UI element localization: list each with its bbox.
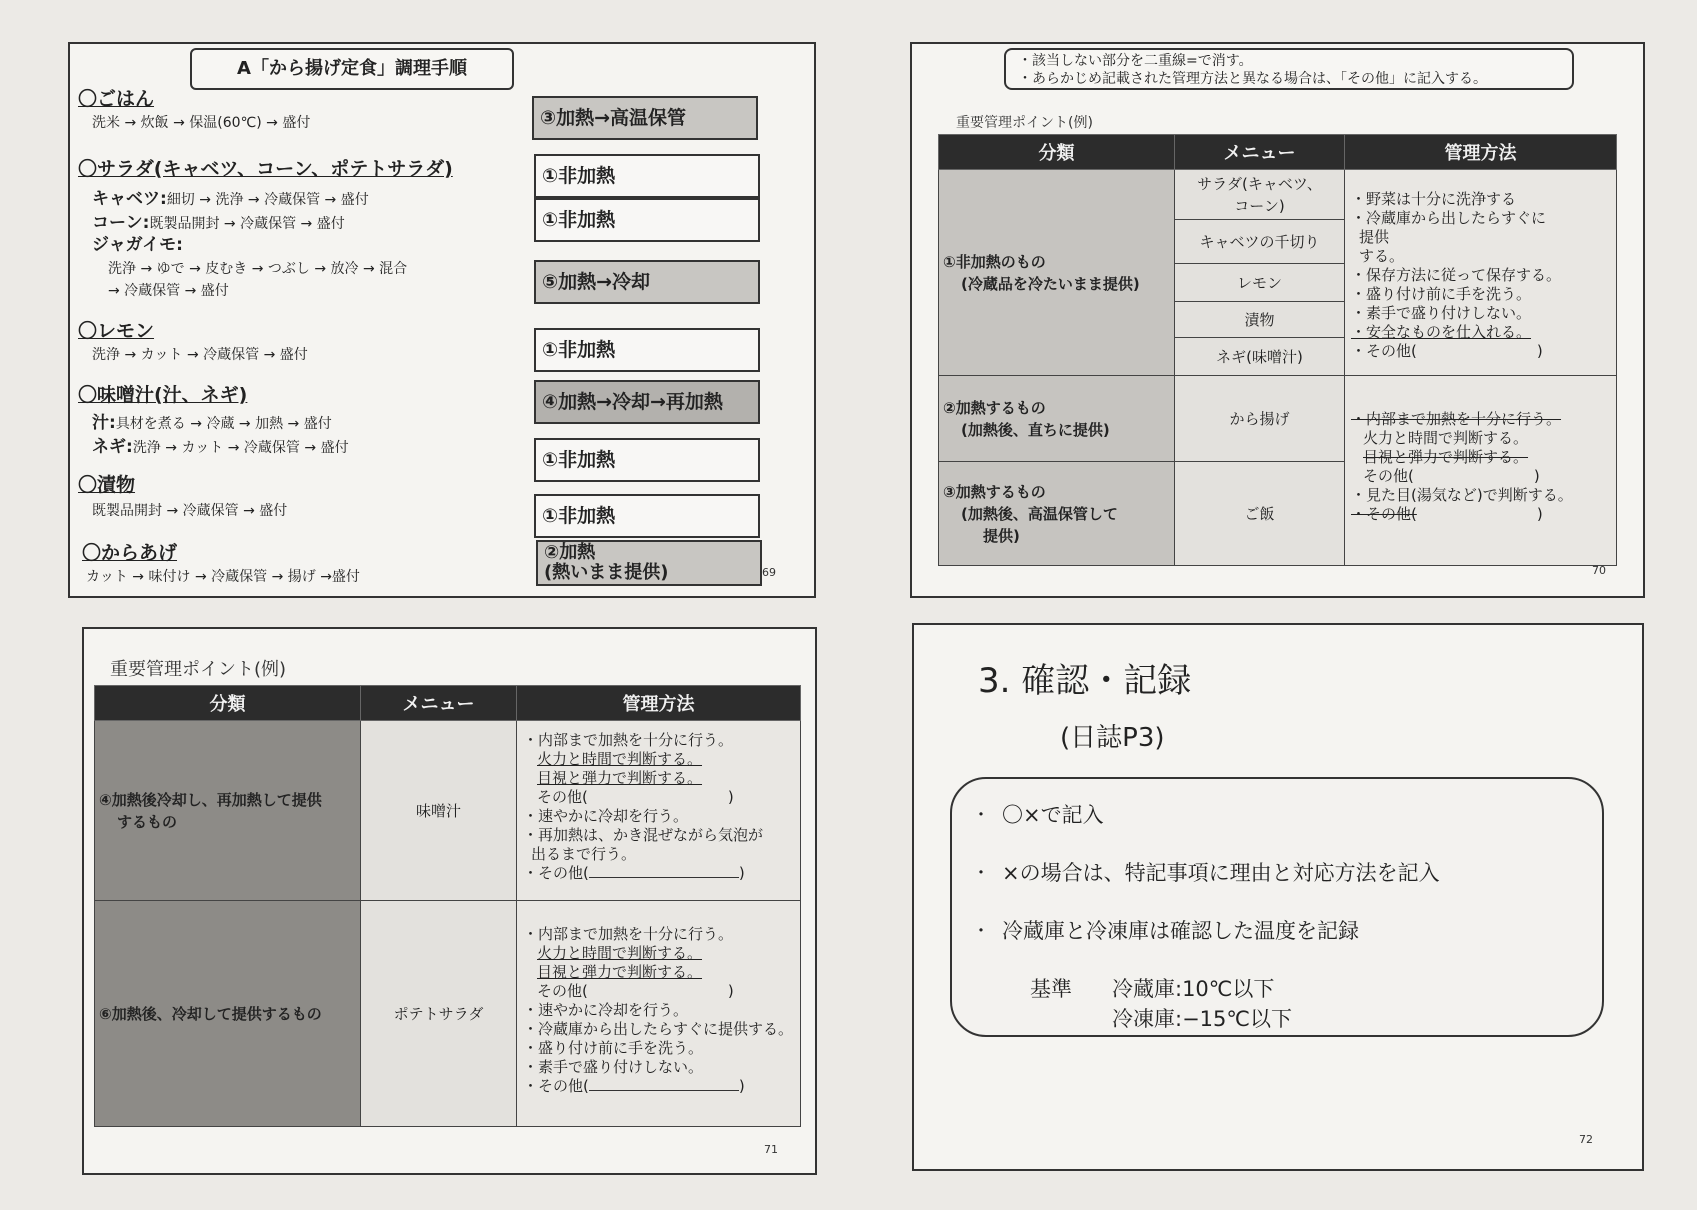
tag-line: ②加熱 (544, 542, 596, 563)
other-open: その他( (537, 982, 588, 1000)
bullet-mark: ・ (972, 805, 990, 826)
criteria-label: 基準 (1030, 977, 1072, 1001)
item-heading-lemon: 〇レモン (78, 320, 155, 342)
item-sub-cabbage (92, 184, 369, 209)
header-menu: メニュー (361, 686, 517, 721)
header-category: 分類 (939, 135, 1175, 170)
bullet-mark: ・ (972, 921, 990, 942)
other-close: ) (738, 1077, 745, 1095)
sub-text: 具材を煮る → 冷蔵 → 加熱 → 盛付 (115, 416, 332, 432)
table-caption: 重要管理ポイント(例) (110, 659, 287, 680)
other-open: ・その他( (1351, 505, 1417, 523)
menu-line: コーン) (1234, 196, 1285, 215)
method-line-other (523, 788, 794, 807)
category-cell (939, 170, 1175, 376)
method-line-other (523, 1077, 794, 1096)
method-line: ・盛り付け前に手を洗う。 (523, 1039, 704, 1057)
header-method: 管理方法 (517, 686, 801, 721)
sub-text: 細切 → 洗浄 → 冷蔵保管 → 盛付 (166, 192, 369, 208)
method-line: ・内部まで加熱を十分に行う。 (523, 925, 734, 943)
method-line: ・盛り付け前に手を洗う。 (1351, 285, 1532, 303)
method-line: ・素手で盛り付けしない。 (1351, 304, 1532, 322)
rule-bullet: ×の場合は、特記事項に理由と対応方法を記入 (1002, 861, 1440, 885)
process-tag-two-line (536, 540, 762, 586)
header-menu: メニュー (1175, 135, 1345, 170)
category-line: (加熱後、高温保管して (961, 504, 1118, 523)
control-points-table (94, 685, 801, 1127)
sub-label: ジャガイモ: (92, 235, 183, 255)
category-line: するもの (117, 812, 178, 831)
category-line: 提供) (983, 526, 1020, 545)
process-tag: ①非加熱 (534, 438, 760, 482)
item-steps-lemon: 洗浄 → カット → 冷蔵保管 → 盛付 (92, 347, 308, 363)
item-heading-rice: 〇ごはん (78, 88, 155, 110)
process-tag: ①非加熱 (534, 328, 760, 372)
table-caption: 重要管理ポイント(例) (956, 115, 1093, 131)
slide-confirm-record (912, 623, 1644, 1171)
item-steps-pickles: 既製品開封 → 冷蔵保管 → 盛付 (92, 503, 288, 519)
method-line: 目視と弾力で判断する。 (1363, 448, 1529, 466)
other-close: ) (1536, 342, 1543, 360)
method-cell (1345, 170, 1617, 376)
sub-label: ネギ: (92, 437, 133, 457)
other-close: ) (738, 864, 745, 882)
method-line: ・速やかに冷却を行う。 (523, 1001, 689, 1019)
table-header-row (939, 135, 1617, 170)
method-line: 目視と弾力で判断する。 (537, 963, 703, 981)
other-close: ) (727, 982, 734, 1000)
method-line: 火力と時間で判断する。 (537, 944, 703, 962)
method-line: ・速やかに冷却を行う。 (523, 807, 689, 825)
method-line: 出るまで行う。 (531, 845, 637, 863)
rule-bullet: 冷蔵庫と冷凍庫は確認した温度を記録 (1002, 919, 1359, 943)
sub-text: 既製品開封 → 冷蔵保管 → 盛付 (149, 216, 345, 232)
menu-cell: キャベツの千切り (1175, 220, 1345, 264)
category-line: (加熱後、直ちに提供) (961, 420, 1110, 439)
other-close: ) (1533, 467, 1540, 485)
other-close: ) (1536, 505, 1543, 523)
method-cell (1345, 376, 1617, 566)
menu-cell (1175, 170, 1345, 220)
other-open: ・その他( (1351, 342, 1417, 360)
method-line: ・内部まで加熱を十分に行う。 (1351, 410, 1562, 428)
method-cell (517, 721, 801, 901)
item-heading-karaage: 〇からあげ (82, 542, 178, 564)
other-open: ・その他( (523, 1077, 589, 1095)
criteria-fridge: 冷蔵庫:10℃以下 (1112, 977, 1275, 1001)
sub-label: キャベツ: (92, 189, 167, 209)
item-steps-rice: 洗米 → 炊飯 → 保温(60℃) → 盛付 (92, 115, 311, 131)
method-line-other (523, 864, 794, 883)
menu-cell: レモン (1175, 264, 1345, 302)
method-line: 目視と弾力で判断する。 (537, 769, 703, 787)
tag-line: (熱いまま提供) (544, 562, 669, 583)
process-tag: ①非加熱 (534, 154, 760, 198)
instruction-line: ・該当しない部分を二重線=で消す。 (1018, 53, 1253, 69)
page-number: 70 (1592, 564, 1606, 577)
criteria-freezer: 冷凍庫:−15℃以下 (1112, 1007, 1292, 1031)
page-number: 72 (1579, 1133, 1593, 1146)
method-line: ・再加熱は、かき混ぜながら気泡が (523, 826, 764, 844)
instruction-box (1004, 48, 1574, 90)
item-sub-negi (92, 432, 349, 457)
page-number: 69 (762, 566, 776, 579)
slide-heading: 3. 確認・記録 (978, 661, 1192, 701)
bullet-mark: ・ (972, 863, 990, 884)
method-line-other (523, 982, 794, 1001)
menu-cell: ご飯 (1175, 462, 1345, 566)
process-tag: ④加熱→冷却→再加熱 (534, 380, 760, 424)
sub-label: 汁: (92, 413, 116, 433)
category-line: ②加熱するもの (943, 398, 1046, 417)
header-method: 管理方法 (1345, 135, 1617, 170)
other-open: その他( (1363, 467, 1414, 485)
menu-cell: から揚げ (1175, 376, 1345, 462)
menu-line: サラダ(キャベツ、 (1197, 174, 1322, 193)
item-heading-misosoup: 〇味噌汁(汁、ネギ) (78, 384, 248, 406)
method-line: ・冷蔵庫から出したらすぐに提供する。 (523, 1020, 794, 1038)
method-line: ・素手で盛り付けしない。 (523, 1058, 704, 1076)
other-open: ・その他( (523, 864, 589, 882)
method-line: 火力と時間で判断する。 (537, 750, 703, 768)
slide-subheading: (日誌P3) (1060, 723, 1165, 753)
other-open: その他( (537, 788, 588, 806)
category-cell (939, 376, 1175, 462)
menu-cell: ポテトサラダ (361, 901, 517, 1127)
method-line: ・野菜は十分に洗浄する (1351, 190, 1517, 208)
menu-cell: ネギ(味噌汁) (1175, 338, 1345, 376)
table-header-row (95, 686, 801, 721)
item-steps-potato-2: → 冷蔵保管 → 盛付 (108, 283, 229, 299)
method-line-other (1351, 467, 1610, 486)
sub-label: コーン: (92, 213, 150, 233)
process-tag: ⑤加熱→冷却 (534, 260, 760, 304)
instruction-line: ・あらかじめ記載された管理方法と異なる場合は、「その他」に記入する。 (1018, 71, 1487, 87)
slide-cooking-procedure (68, 42, 816, 598)
page-number: 71 (764, 1143, 778, 1156)
category-line: (冷蔵品を冷たいまま提供) (961, 274, 1140, 293)
header-category: 分類 (95, 686, 361, 721)
slide-control-points-1 (910, 42, 1645, 598)
method-line: 提供 (1359, 228, 1390, 246)
method-line: ・内部まで加熱を十分に行う。 (523, 731, 734, 749)
item-sub-soup (92, 408, 332, 433)
method-line: ・保存方法に従って保存する。 (1351, 266, 1562, 284)
sub-text: 洗浄 → カット → 冷蔵保管 → 盛付 (132, 440, 349, 456)
method-line: する。 (1359, 247, 1405, 265)
method-cell (517, 901, 801, 1127)
method-line: 火力と時間で判断する。 (1363, 429, 1529, 447)
method-line-other (1351, 342, 1610, 361)
slide-control-points-2 (82, 627, 817, 1175)
item-steps-potato-1: 洗浄 → ゆで → 皮むき → つぶし → 放冷 → 混合 (108, 261, 408, 277)
item-heading-pickles: 〇漬物 (78, 474, 136, 496)
item-heading-salad: 〇サラダ(キャベツ、コーン、ポテトサラダ) (78, 158, 453, 180)
category-cell: ⑥加熱後、冷却して提供するもの (95, 901, 361, 1127)
category-line: ④加熱後冷却し、再加熱して提供 (99, 790, 322, 809)
category-cell (95, 721, 361, 901)
process-tag: ①非加熱 (534, 198, 760, 242)
process-tag: ①非加熱 (534, 494, 760, 538)
rule-bullet: 〇×で記入 (1002, 803, 1104, 827)
menu-cell: 味噌汁 (361, 721, 517, 901)
method-line: ・冷蔵庫から出したらすぐに (1351, 209, 1547, 227)
item-sub-potato (92, 230, 183, 255)
method-line-other (1351, 505, 1610, 524)
other-close: ) (727, 788, 734, 806)
category-cell (939, 462, 1175, 566)
menu-cell: 漬物 (1175, 302, 1345, 338)
slide-title: A「から揚げ定食」調理手順 (190, 48, 514, 90)
item-steps-karaage: カット → 味付け → 冷蔵保管 → 揚げ →盛付 (86, 569, 360, 585)
method-line: ・見た目(湯気など)で判断する。 (1351, 486, 1573, 504)
method-line: ・安全なものを仕入れる。 (1351, 323, 1532, 341)
category-line: ①非加熱のもの (943, 252, 1046, 271)
control-points-table (938, 134, 1617, 566)
rules-box (950, 777, 1604, 1037)
process-tag: ③加熱→高温保管 (532, 96, 758, 140)
category-line: ③加熱するもの (943, 482, 1046, 501)
